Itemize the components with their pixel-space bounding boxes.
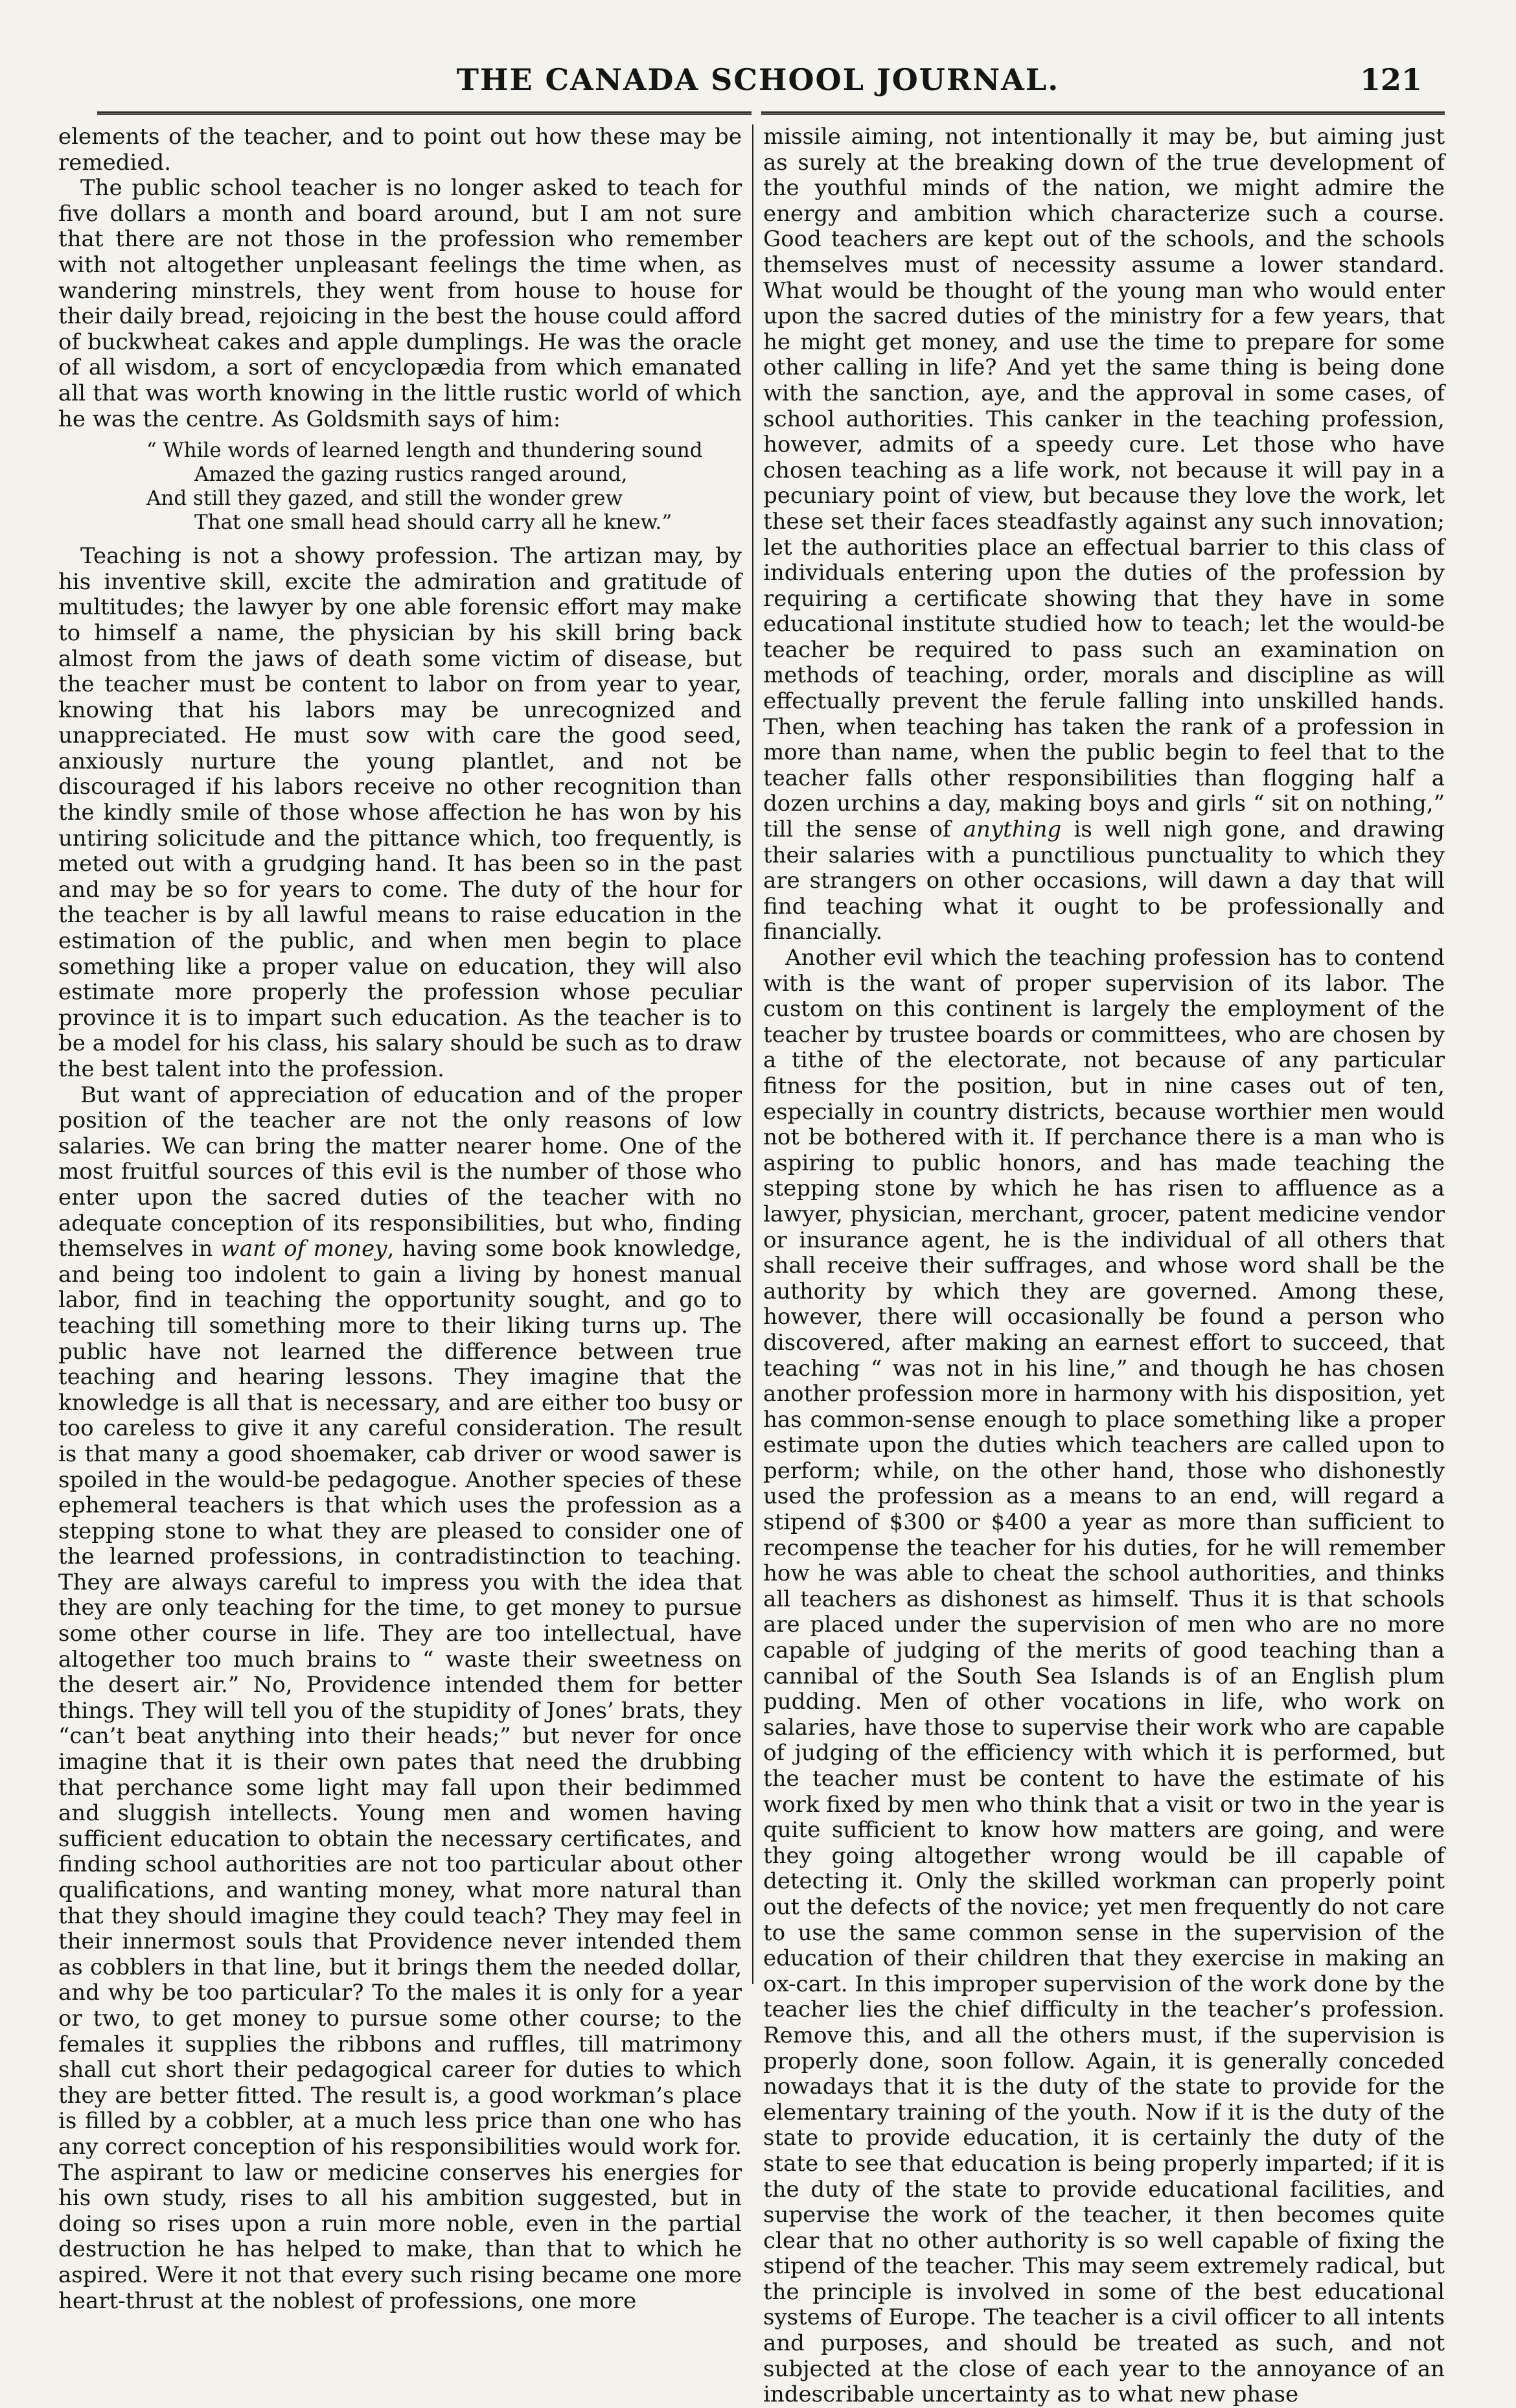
verse-line: And still they gazed, and still the wonder grew [146, 487, 623, 511]
text-run: missile aiming, not intentionally it may be, but aiming just as surely at the breaking down of the true development of the youthful minds of the nation, we might admire the energy and ambition which characterize such a course. Good teachers are kept out of the schools, and the schools themselves must of necessity assume a lower standard. What would be thought of the young man who would enter upon the sacred duties of the ministry for a few years, that he might get money, and use the time to prepare for some other calling in life? And yet the same thing is being done with the sanction, aye, and the approval in some cases, of school authorities. This canker in the teaching profession, however, admits of a speedy cure. Let those who have chosen teaching as a life work, not because it will pay in a pecuniary point of view, but because they love the work, let these set their faces steadfastly against any such innovation; let the authorities place an effectual barrier to this class of individuals entering upon the duties of the profession by requiring a certificate showing that they have in some educational institute studied how to teach; let the would-be teacher be required to pass such an examination on methods of teaching, order, morals and discipline as will effectually prevent the ferule falling into unskilled hands. Then, when teaching has taken the rank of a profession in more than name, when the public begin to feel that to the teacher falls other responsibilities than flogging half a dozen urchins a day, making boys and girls “ sit on nothing,” till the sense of [763, 124, 1445, 843]
header-rule-right [761, 111, 1445, 115]
goldsmith-quotation [58, 439, 742, 535]
text-run: , having some book knowledge, and being too indolent to gain a living by honest manual labor, find in teaching the opportunity sought, and go to teaching till something more to their liking turns up. The public have not learned the difference between true teaching and hearing lessons. They imagine that the knowledge is all that is necessary, and are either too busy or too careless to give it any careful consideration. The result is that many a good shoemaker, cab driver or wood sawer is spoiled in the would-be pedagogue. Another species of these ephemeral teachers is that which uses the profession as a stepping stone to what they are pleased to consider one of the learned professions, in contradistinction to teaching. They are always careful to impress you with the idea that they are only teaching for the time, to get money to pursue some other course in life. They are too intellectual, have altogether too much brains to “ waste their sweetness on the desert air.” No, Providence intended them for better things. They will tell you of the stupidity of Jones’ brats, they “can’t beat anything into their heads;” but never for once imagine that it is their own pates that need the drubbing that perchance some light may fall upon their bedimmed and sluggish intellects. Young men and women having sufficient education to obtain the necessary certificates, and finding school authorities are not too particular about other qualifications, and wanting money, what more natural than that they should imagine they could teach? They may feel in their innermost souls that Providence never intended them as cobblers in that line, but it brings them the needed dollar, and why be too particular? To the males it is only for a year or two, to get money to pursue some other course; to the females it supplies the ribbons and ruffles, till matrimony shall cut short their pedagogical career for duties to which they are better fitted. The result is, a good workman’s place is filled by a cobbler, at a much less price than one who has any correct conception of his responsibilities would work for. The aspirant to law or medicine conserves his energies for his own study, rises to all his ambition suggested, but in doing so rises upon a ruin more noble, even in the partial destruction he has helped to make, than that to which he aspired. Were it not that every such rising became one more heart-thrust at the noblest of professions, one more [58, 1236, 742, 2314]
paragraph-low-salaries [58, 1083, 742, 2315]
paragraph-teaching-not-showy: Teaching is not a showy profession. The artizan may, by his inventive skill, excite the admiration and gratitude of multitudes; the lawyer by one able forensic effort may make to himself a name, the physician by his skill bring back almost from the jaws of death some victim of disease, but the teacher must be content to labor on from year to year, knowing that his labors may be unrecognized and unappreciated. He must sow with care the good seed, anxiously nurture the young plantlet, and not be discouraged if his labors receive no other recognition than the kindly smile of those whose affection he has won by his untiring solicitude and the pittance which, too frequently, is meted out with a grudging hand. It has been so in the past and may be so for years to come. The duty of the hour for the teacher is by all lawful means to raise education in the estimation of the public, and when men begin to place something like a proper value on education, they will also estimate more properly the profession whose peculiar province it is to impart such education. As the teacher is to be a model for his class, his salary should be such as to draw the best talent into the profession. [58, 543, 742, 1082]
verse-line: “ While words of learned length and thundering sound [146, 439, 703, 463]
verse-line: That one small head should carry all he knew.” [194, 511, 672, 535]
text-run: is well nigh gone, and drawing their salaries with a punctilious punctuality to which they are strangers on other occasions, will dawn a day that will find teaching what it ought to be professionally and financially. [763, 816, 1445, 945]
italic-phrase: anything [963, 816, 1062, 843]
column-divider [752, 124, 753, 1984]
paragraph-supervision: Another evil which the teaching profession has to contend with is the want of proper supervision of its labor. The custom on this continent is largely the employment of the teacher by trustee boards or committees, who are chosen by a tithe of the electorate, not because of any particular fitness for the position, but in nine cases out of ten, especially in country districts, because worthier men would not be bothered with it. If perchance there is a man who is aspiring to public honors, and has made teaching the stepping stone by which he has risen to affluence as a lawyer, physician, merchant, grocer, patent medicine vendor or insurance agent, he is the individual of all others that shall receive their suffrages, and whose word shall be the authority by which they are governed. Among these, however, there will occasionally be found a person who discovered, after making an earnest effort to succeed, that teaching “ was not in his line,” and though he has chosen another profession more in harmony with his disposition, yet has common-sense enough to place something like a proper estimate upon the duties which teachers are called upon to perform; while, on the other hand, those who dishonestly used the profession as a means to an end, will regard a stipend of $300 or $400 a year as more than sufficient to recompense the teacher for his duties, for he will remember how he was able to cheat the school authorities, and thinks all teachers as dishonest as himself. Thus it is that schools are placed under the supervision of men who are no more capable of judging of the merits of good teaching than a cannibal of the South Sea Islands is of an English plum pudding. Men of other vocations in life, who work on salaries, have those to supervise their work who are capable of judging of the efficiency with which it is performed, but the teacher must be content to have the estimate of his work fixed by men who think that a visit or two in the year is quite sufficient to know how matters are going, and were they going altogether wrong would be ill capable of detecting it. Only the skilled workman can properly point out the defects of the novice; yet men frequently do not care to use the same common sense in the supervision of the education of their children that they exercise in making an ox-cart. In this improper supervision of the work done by the teacher lies the chief difficulty in the teacher’s profession. Remove this, and all the others must, if the supervision is properly done, soon follow. Again, it is generally conceded nowadays that it is the duty of the state to provide for the elementary training of the youth. Now if it is the duty of the state to provide education, it is certainly the duty of the state to see that education is being properly imparted; if it is the duty of the state to provide educational facilities, and supervise the work of the teacher, it then becomes quite clear that no other authority is so well capable of fixing the stipend of the teacher. This may seem extremely radical, but the principle is involved in some of the best educational systems of Europe. The teacher is a civil officer to all intents and purposes, and should be treated as such, and not subjected at the close of each year to the annoyance of an indescribable uncertainty as to what new phase [763, 945, 1445, 2408]
paragraph-continued: elements of the teacher, and to point out how these may be remedied. [58, 124, 742, 176]
running-title: THE CANADA SCHOOL JOURNAL. [456, 62, 1060, 97]
page-number: 121 [1359, 62, 1422, 97]
right-column [763, 124, 1445, 2408]
page-header [0, 0, 1516, 117]
verse-line: Amazed the gazing rustics ranged around, [194, 463, 628, 487]
left-column [58, 124, 742, 2314]
text-run: But want of appreciation of education and of the proper position of the teacher are not the only reasons of low salaries. We can bring the matter nearer home. One of the most fruitful sources of this evil is the number of those who enter upon the sacred duties of the teacher with no adequate conception of its responsibilities, but who, finding themselves in [58, 1082, 742, 1262]
italic-phrase: want of money [220, 1236, 387, 1262]
paragraph-school-teacher-history: The public school teacher is no longer asked to teach for five dollars a month and board around, but I am not sure that there are not those in the profession who remember with not altogether unpleasant feelings the time when, as wandering minstrels, they went from house to house for their daily bread, rejoicing in the best the house could afford of buckwheat cakes and apple dumplings. He was the oracle of all wisdom, a sort of encyclopædia from which emanated all that was worth knowing in the little rustic world of which he was the centre. As Goldsmith says of him: [58, 175, 742, 432]
paragraph-missile-aiming [763, 124, 1445, 945]
header-rule-left [97, 111, 752, 115]
